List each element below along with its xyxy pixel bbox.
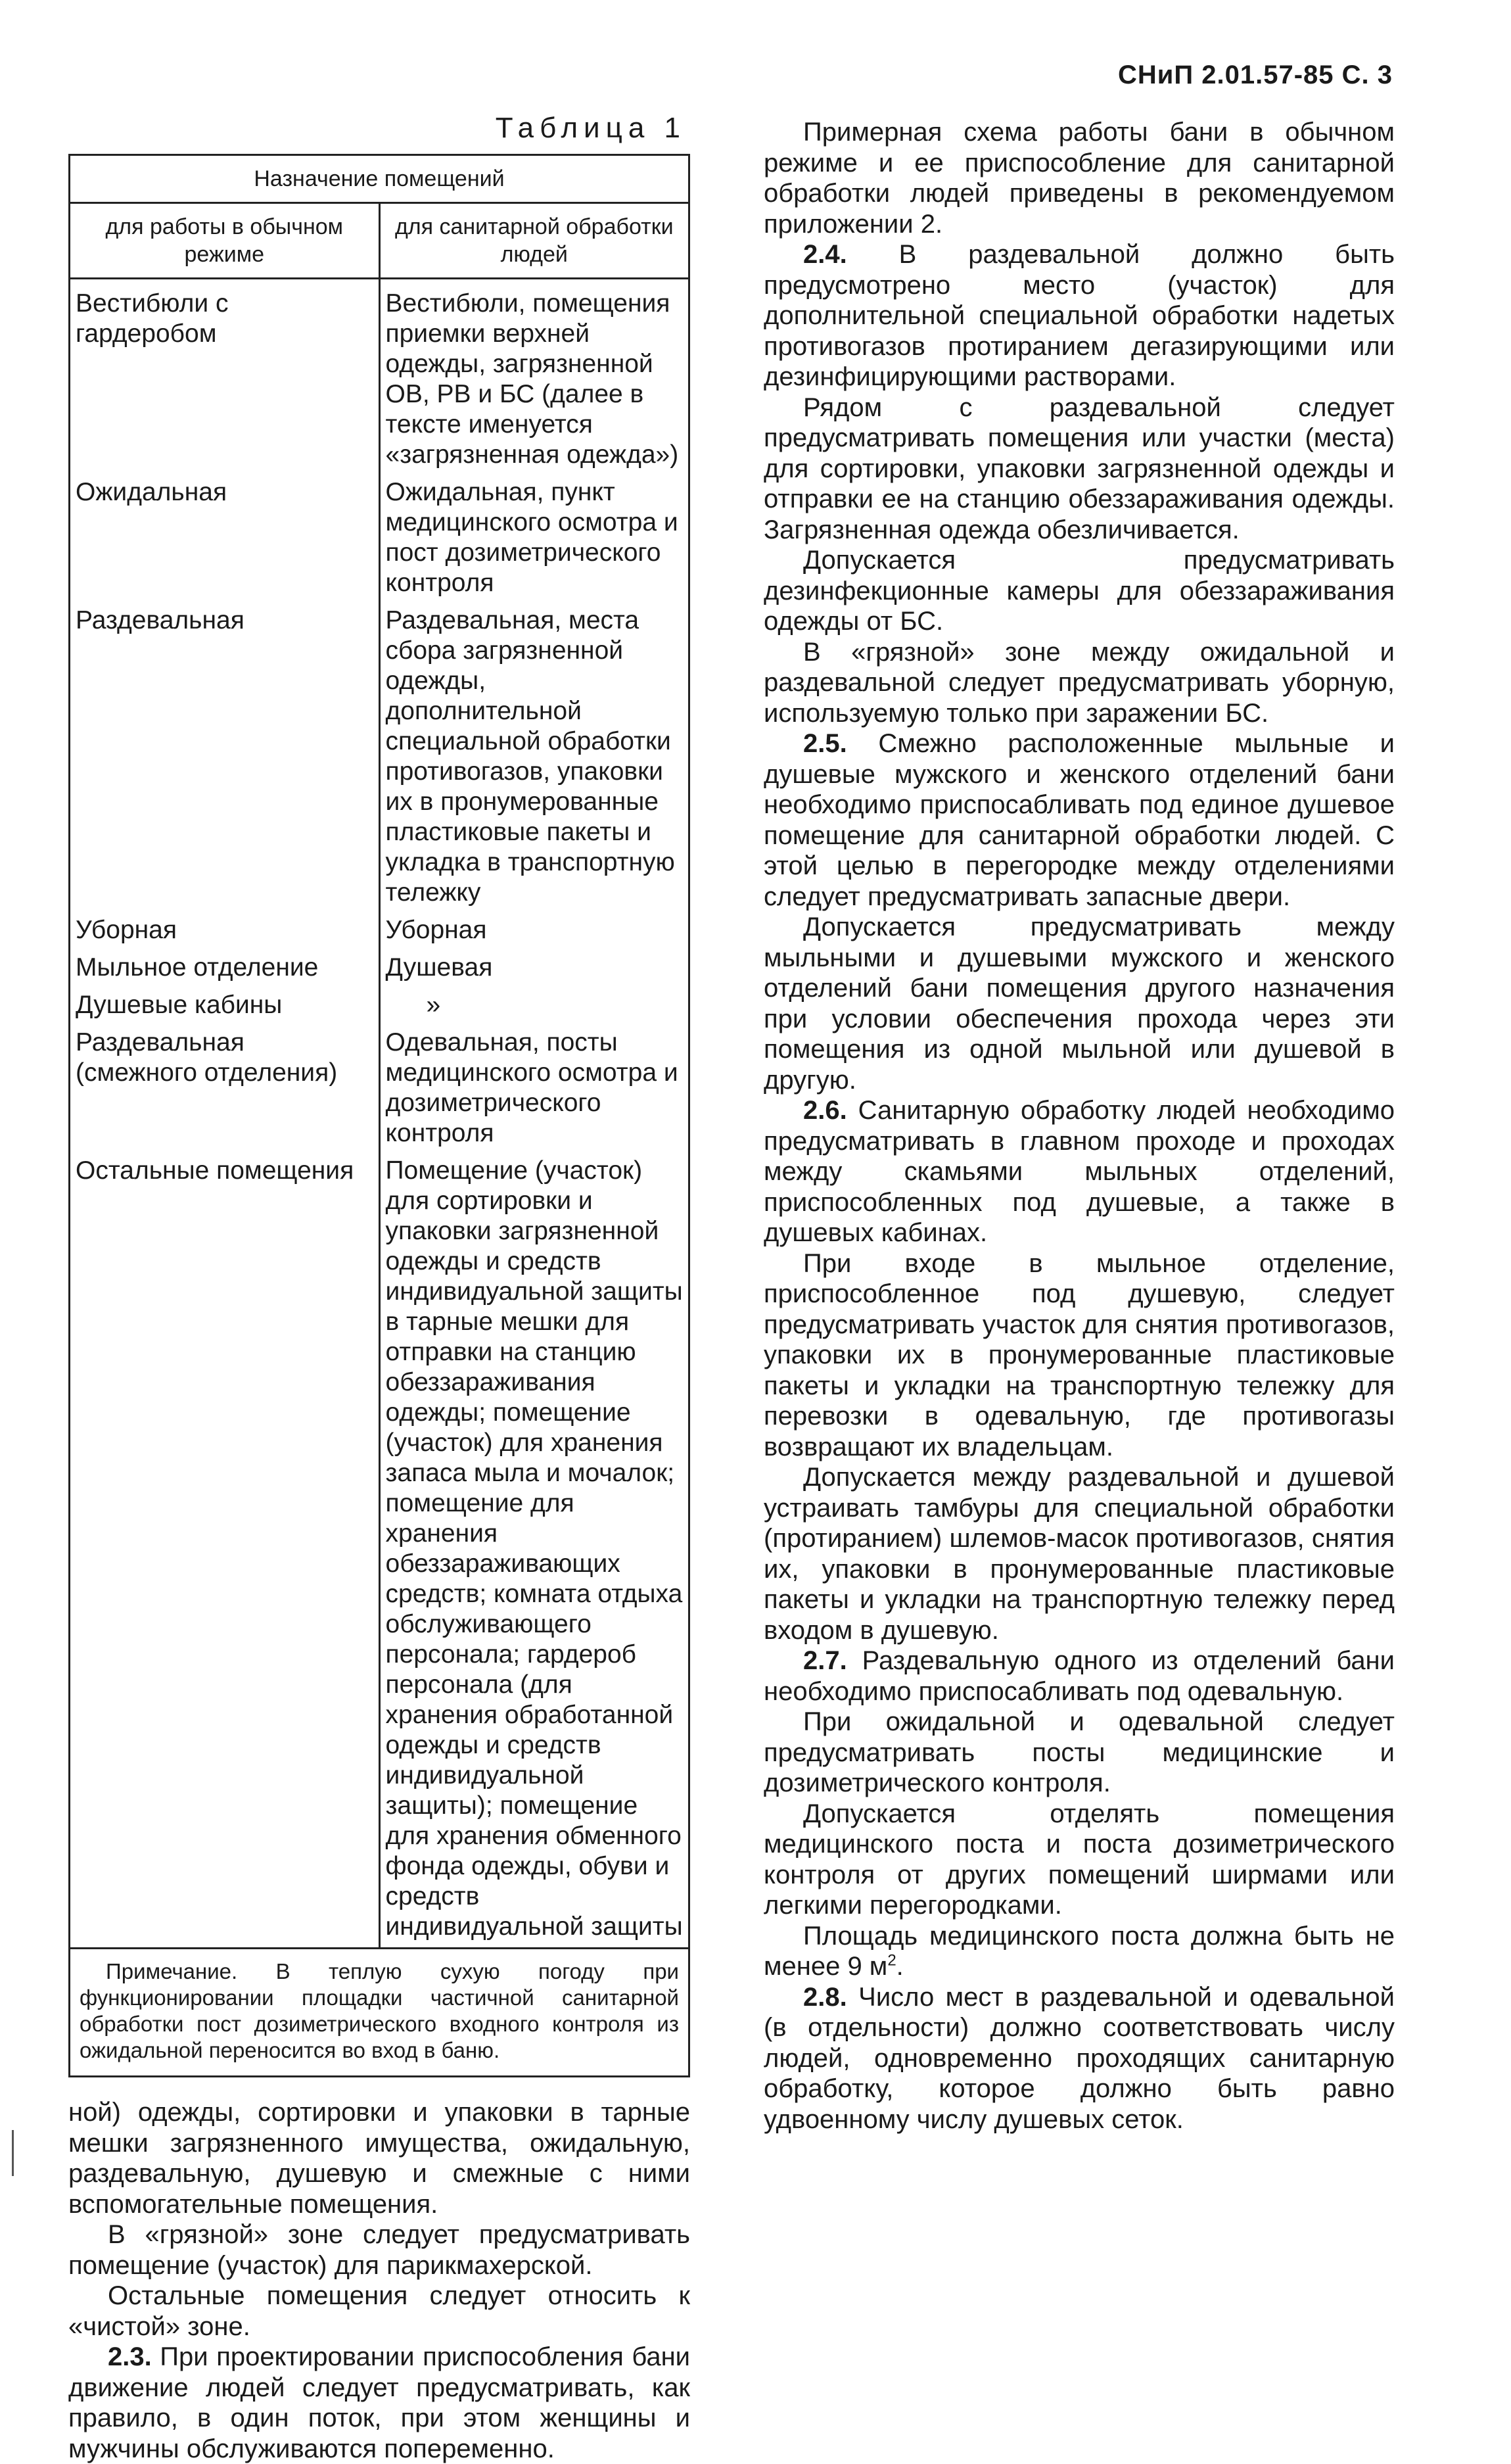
left-body-text: [68, 2097, 690, 2464]
paragraph: Допускается отделять помещения медицинского поста и поста дозиметрического контроля от других помещений ширмами или легкими перегородками.: [764, 1799, 1395, 1920]
clause-2-8: [764, 1982, 1395, 2135]
table-cell-sanitary: Одевальная, посты медицинского осмотра и дозиметрического контроля: [385, 1028, 678, 1147]
clause-text: Смежно расположенные мыльные и душевые мужского и женского отделений бани необходимо приспосабливать под единое душевое помещение для санитарной обработки людей. С этой целью в перегородке между отделениями следует предусматривать запасные двери.: [764, 729, 1395, 911]
paragraph: При входе в мыльное отделение, приспособленное под душевую, следует предусматривать участок для снятия противогазов, упаковки их в пронумерованные пластиковые пакеты и укладки на транспортную тележку для перевозки в одевальную, где противогазы возвращают их владельцам.: [764, 1248, 1395, 1461]
table-cell-sanitary: Душевая: [385, 953, 493, 982]
table-row: [70, 602, 688, 912]
table-cell-sanitary: Раздевальная, места сбора загрязненной одежды, дополнительной специальной обработки противогазов, упаковки их в пронумерованные пластиковые пакеты и укладка в транспортную тележку: [385, 606, 675, 907]
paragraph: Остальные помещения следует относить к «чистой» зоне.: [68, 2281, 690, 2341]
table-row: [70, 949, 688, 987]
table-head-normal-mode: для работы в обычном режиме: [70, 203, 379, 279]
paragraph-area: [764, 1921, 1395, 1982]
table-cell-normal: Уборная: [70, 912, 379, 949]
table-cell-normal: Душевые кабины: [70, 987, 379, 1024]
clause-number: 2.4.: [803, 240, 847, 269]
clause-text: При проектировании приспособления бани движение людей следует предусматривать, как правило, в один поток, при этом женщины и мужчины обслуживаются попеременно.: [68, 2342, 690, 2463]
table-caption: Таблица 1: [495, 112, 686, 144]
table-cell-normal: Раздевальная (смежного отделения): [70, 1024, 379, 1152]
area-unit-exponent: 2: [887, 1951, 896, 1970]
clause-text: В раздевальной должно быть предусмотрено место (участок) для дополнительной специальной обработки надетых противогазов протиранием дегазирующими или дезинфицирующими растворами.: [764, 240, 1395, 391]
table-cell-sanitary: Вестибюли, помещения приемки верхней одежды, загрязненной ОВ, РВ и БС (далее в тексте именуется «загрязненная одежда»): [385, 289, 679, 469]
clause-2-4: [764, 239, 1395, 392]
table-cell-sanitary: »: [426, 991, 441, 1019]
table-cell-normal: Ожидальная: [70, 474, 379, 602]
table-row: [70, 1152, 688, 1947]
rooms-table-frame: [68, 154, 690, 2077]
table-row: [70, 987, 688, 1024]
clause-2-3: [68, 2342, 690, 2464]
clause-number: 2.6.: [803, 1096, 847, 1125]
table-cell-sanitary: Ожидальная, пункт медицинского осмотра и пост дозиметрического контроля: [385, 478, 678, 597]
clause-2-5: [764, 728, 1395, 912]
table-cell-sanitary: Помещение (участок) для сортировки и упаковки загрязненной одежды и средств индивидуальной защиты в тарные мешки для отправки на станцию обеззараживания одежды; помещение (участок) для хранения запаса мыла и мочалок; помещение для хранения обеззараживающих средств; комната отдыха обслуживающего персонала; гардероб персонала (для хранения обработанной одежды и средств индивидуальной защиты); помещение для хранения обменного фонда одежды, обуви и средств индивидуальной защиты: [385, 1156, 683, 1941]
table-row: [70, 279, 688, 475]
rooms-table: [70, 156, 688, 1947]
table-head-sanitary: для санитарной обработки людей: [379, 203, 688, 279]
area-text-end: .: [896, 1952, 904, 1981]
clause-2-6: [764, 1095, 1395, 1248]
paragraph: ной) одежды, сортировки и упаковки в тарные мешки загрязненного имущества, ожидальную, раздевальную, душевую и смежные с ними вспомогательные помещения.: [68, 2098, 690, 2219]
clause-text: Раздевальную одного из отделений бани необходимо приспосабливать под одевальную.: [764, 1646, 1395, 1706]
page-header: СНиП 2.01.57-85 С. 3: [1118, 60, 1393, 89]
clause-number: 2.7.: [803, 1646, 847, 1675]
clause-number: 2.5.: [803, 729, 847, 758]
paragraph: Примерная схема работы бани в обычном режиме и ее приспособление для санитарной обработки людей приведены в рекомендуемом приложении 2.: [764, 118, 1395, 239]
table-cell-normal: Мыльное отделение: [70, 949, 379, 987]
left-column: [68, 112, 690, 2464]
clause-number: 2.8.: [803, 1982, 847, 2012]
table-head-main: Назначение помещений: [70, 156, 688, 203]
paragraph: Допускается предусматривать дезинфекционные камеры для обеззараживания одежды от БС.: [764, 546, 1395, 636]
clause-2-7: [764, 1646, 1395, 1707]
table-row: [70, 1024, 688, 1152]
table-cell-normal: Раздевальная: [70, 602, 379, 912]
table-row: [70, 474, 688, 602]
paragraph: При ожидальной и одевальной следует предусматривать посты медицинские и дозиметрического контроля.: [764, 1707, 1395, 1797]
table-cell-sanitary: Уборная: [385, 916, 487, 944]
paragraph: Рядом с раздевальной следует предусматривать помещения или участки (места) для сортировки, упаковки загрязненной одежды и отправки ее на станцию обеззараживания одежды. Загрязненная одежда обезличивается.: [764, 392, 1395, 544]
table-note: Примечание. В теплую сухую погоду при функционировании площадки частичной санитарной обработки пост дозиметрического входного контроля из ожидальной переносится во вход в баню.: [70, 1947, 688, 2075]
table-cell-normal: Остальные помещения: [70, 1152, 379, 1947]
paragraph: Допускается предусматривать между мыльными и душевыми мужского и женского отделений бани помещения другого назначения при условии обеспечения прохода через эти помещения из одной мыльной или душевой в другую.: [764, 912, 1395, 1095]
paragraph: Допускается между раздевальной и душевой устраивать тамбуры для специальной обработки (протиранием) шлемов-масок противогазов, снятия их, упаковки в пронумерованные пластиковые пакеты и укладки на транспортную тележку перед входом в душевую.: [764, 1463, 1395, 1645]
scan-margin-mark: [12, 2130, 14, 2176]
table-row: [70, 912, 688, 949]
clause-text: Санитарную обработку людей необходимо предусматривать в главном проходе и проходах между скамьями мыльных отделений, приспособленных под душевые, а также в душевых кабинах.: [764, 1096, 1395, 1247]
clause-number: 2.3.: [108, 2342, 152, 2371]
paragraph: В «грязной» зоне между ожидальной и раздевальной следует предусматривать уборную, используемую только при заражении БС.: [764, 637, 1395, 728]
paragraph: В «грязной» зоне следует предусматривать помещение (участок) для парикмахерской.: [68, 2220, 690, 2280]
clause-text: Число мест в раздевальной и одевальной (в отдельности) должно соответствовать числу людей, одновременно проходящих санитарную обработку, которое должно быть равно удвоенному числу душевых сеток.: [764, 1982, 1395, 2134]
area-text: Площадь медицинского поста должна быть не менее 9 м: [764, 1921, 1395, 1981]
table-cell-normal: Вестибюли с гардеробом: [70, 279, 379, 475]
right-column: [764, 117, 1395, 2135]
